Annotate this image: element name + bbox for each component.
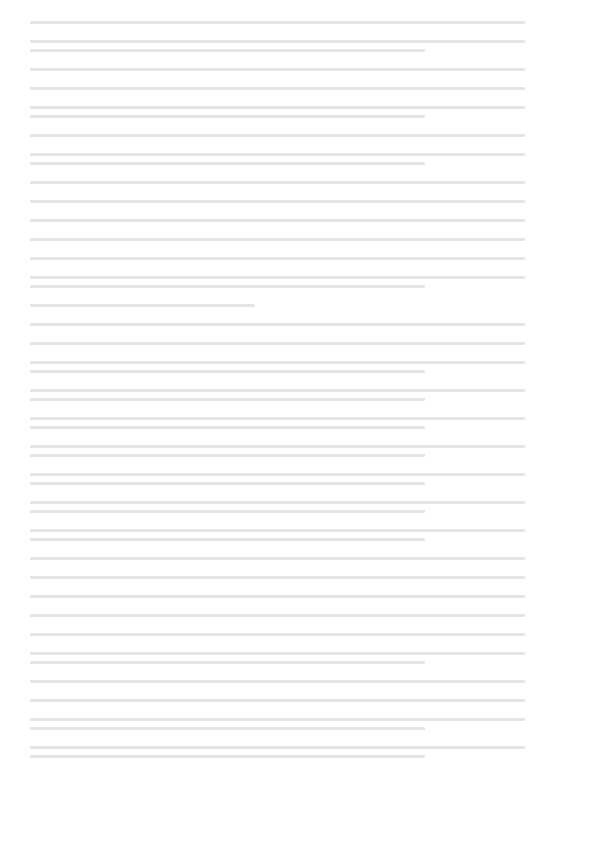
paragraph	[30, 84, 565, 93]
paragraph	[30, 273, 565, 291]
paragraph	[30, 677, 565, 686]
paragraph	[30, 18, 565, 27]
paragraph	[30, 178, 565, 187]
paragraph	[30, 103, 565, 121]
paragraph	[30, 37, 565, 55]
paragraph	[30, 554, 565, 563]
paragraph	[30, 526, 565, 544]
paragraph	[30, 649, 565, 667]
paragraph	[30, 630, 565, 639]
paragraph	[30, 470, 565, 488]
paragraph	[30, 696, 565, 705]
paragraph	[30, 358, 565, 376]
paragraph	[30, 573, 565, 582]
paragraph	[30, 592, 565, 601]
paragraph	[30, 611, 565, 620]
paragraph	[30, 197, 565, 206]
paragraph	[30, 498, 565, 516]
paragraph	[30, 254, 565, 263]
paragraph	[30, 131, 565, 140]
section-heading	[30, 301, 565, 310]
paragraph	[30, 715, 565, 733]
paragraph	[30, 65, 565, 74]
paragraph	[30, 150, 565, 168]
paragraph	[30, 743, 565, 761]
paragraph	[30, 235, 565, 244]
paragraph	[30, 339, 565, 348]
paragraph	[30, 386, 565, 404]
paragraph	[30, 320, 565, 329]
paragraph	[30, 442, 565, 460]
paragraph	[30, 216, 565, 225]
paragraph	[30, 414, 565, 432]
